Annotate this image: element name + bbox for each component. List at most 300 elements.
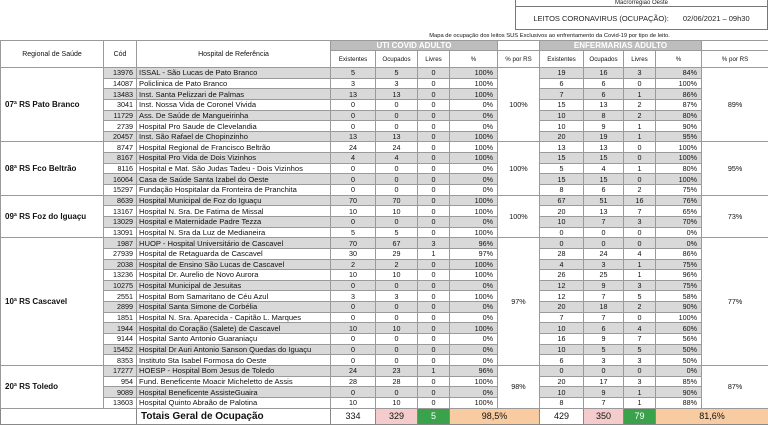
- uti-ocupados: 0: [376, 216, 418, 227]
- enf-pct: 87%: [656, 99, 702, 110]
- totals-enf-existentes: 429: [540, 408, 584, 424]
- uti-pct: 0%: [450, 174, 498, 185]
- uti-ocupados: 5: [376, 68, 418, 79]
- enf-existentes: 15: [540, 153, 584, 164]
- enf-ocupados: 15: [584, 153, 624, 164]
- enf-existentes: 20: [540, 131, 584, 142]
- enf-ocupados: 0: [584, 365, 624, 376]
- table-row: [1, 99, 768, 110]
- col-regional: Regional de Saúde: [1, 41, 104, 68]
- uti-ocupados: 3: [376, 78, 418, 89]
- table-row: [1, 89, 768, 100]
- uti-pct: 0%: [450, 344, 498, 355]
- enf-existentes: 20: [540, 302, 584, 313]
- cnes-code: 1851: [104, 312, 137, 323]
- cnes-code: 16064: [104, 174, 137, 185]
- enf-livres: 5: [624, 344, 656, 355]
- uti-livres: 0: [418, 270, 450, 281]
- uti-pct-rs: 100%: [498, 195, 540, 238]
- uti-pct: 0%: [450, 185, 498, 196]
- col-uti-ocupados: Ocupados: [376, 51, 418, 68]
- enf-pct: 100%: [656, 312, 702, 323]
- enf-existentes: 6: [540, 78, 584, 89]
- uti-ocupados: 0: [376, 355, 418, 366]
- table-row: [1, 238, 768, 249]
- table-row: [1, 174, 768, 185]
- enf-livres: 0: [624, 238, 656, 249]
- totals-enf-livres: 79: [624, 408, 656, 424]
- uti-pct: 0%: [450, 216, 498, 227]
- cnes-code: 13167: [104, 206, 137, 217]
- uti-livres: 0: [418, 334, 450, 345]
- table-row: [1, 376, 768, 387]
- enf-pct-rs: 95%: [702, 142, 768, 195]
- uti-pct: 100%: [450, 270, 498, 281]
- hospital-name: Hospital Dr Auri Antonio Sanson Quedas do Iguaçu: [137, 344, 331, 355]
- table-row: [1, 355, 768, 366]
- enf-ocupados: 25: [584, 270, 624, 281]
- uti-pct-rs: 100%: [498, 68, 540, 142]
- uti-ocupados: 10: [376, 323, 418, 334]
- uti-livres: 0: [418, 131, 450, 142]
- table-row: [1, 142, 768, 153]
- uti-pct: 100%: [450, 68, 498, 79]
- uti-livres: 0: [418, 291, 450, 302]
- uti-ocupados: 0: [376, 99, 418, 110]
- cnes-code: 27939: [104, 248, 137, 259]
- col-cod: Cód: [104, 41, 137, 68]
- hospital-name: Policlinica de Pato Branco: [137, 78, 331, 89]
- uti-livres: 0: [418, 216, 450, 227]
- uti-existentes: 24: [331, 365, 376, 376]
- enf-existentes: 10: [540, 110, 584, 121]
- enf-livres: 0: [624, 153, 656, 164]
- enf-livres: 1: [624, 397, 656, 408]
- uti-pct: 100%: [450, 259, 498, 270]
- enf-ocupados: 8: [584, 110, 624, 121]
- enf-livres: 1: [624, 89, 656, 100]
- enf-livres: 0: [624, 312, 656, 323]
- uti-livres: 0: [418, 163, 450, 174]
- enf-pct: 56%: [656, 334, 702, 345]
- enf-existentes: 6: [540, 355, 584, 366]
- table-row: [1, 227, 768, 238]
- enf-livres: 2: [624, 110, 656, 121]
- enf-livres: 2: [624, 185, 656, 196]
- cnes-code: 15297: [104, 185, 137, 196]
- uti-existentes: 0: [331, 355, 376, 366]
- hospital-name: Hospital Santa Simone de Corbélia: [137, 302, 331, 313]
- uti-ocupados: 13: [376, 131, 418, 142]
- enf-existentes: 8: [540, 185, 584, 196]
- enf-existentes: 12: [540, 291, 584, 302]
- uti-existentes: 2: [331, 259, 376, 270]
- enf-ocupados: 6: [584, 78, 624, 89]
- totals-uti-pct: 98,5%: [450, 408, 540, 424]
- enf-pct: 90%: [656, 121, 702, 132]
- uti-existentes: 10: [331, 270, 376, 281]
- hospital-name: HUOP - Hospital Universitário de Cascavel: [137, 238, 331, 249]
- enf-pct-rs: 89%: [702, 68, 768, 142]
- enf-pct: 100%: [656, 142, 702, 153]
- enf-existentes: 10: [540, 323, 584, 334]
- enf-existentes: 67: [540, 195, 584, 206]
- col-uti-pct-rs: % por RS: [498, 51, 540, 68]
- uti-ocupados: 0: [376, 280, 418, 291]
- uti-existentes: 4: [331, 153, 376, 164]
- enf-pct: 0%: [656, 227, 702, 238]
- totals-label: Totais Geral de Ocupação: [137, 408, 331, 424]
- region-name: 20ª RS Toledo: [1, 365, 104, 408]
- hospital-name: Hospital e Mat. São Judas Tadeu - Dois Vizinhos: [137, 163, 331, 174]
- report-date-time: 02/06/2021 – 09h30: [683, 14, 750, 23]
- enf-existentes: 8: [540, 397, 584, 408]
- enf-ocupados: 16: [584, 68, 624, 79]
- enf-pct: 70%: [656, 216, 702, 227]
- uti-existentes: 0: [331, 110, 376, 121]
- enf-existentes: 7: [540, 312, 584, 323]
- uti-existentes: 10: [331, 397, 376, 408]
- enf-livres: 2: [624, 302, 656, 313]
- uti-pct: 100%: [450, 131, 498, 142]
- uti-existentes: 30: [331, 248, 376, 259]
- cnes-code: 2899: [104, 302, 137, 313]
- uti-pct: 0%: [450, 355, 498, 366]
- enf-livres: 7: [624, 334, 656, 345]
- uti-livres: 0: [418, 323, 450, 334]
- enf-ocupados: 9: [584, 387, 624, 398]
- hospital-name: Hospital Santo Antonio Guaraniaçu: [137, 334, 331, 345]
- enf-livres: 3: [624, 68, 656, 79]
- leitos-header-box: [515, 6, 768, 30]
- uti-pct: 96%: [450, 238, 498, 249]
- enf-livres: 2: [624, 99, 656, 110]
- hospital-name: Hospital Pro Vida de Dois Vizinhos: [137, 153, 331, 164]
- enf-pct: 50%: [656, 344, 702, 355]
- enf-ocupados: 7: [584, 312, 624, 323]
- enf-livres: 5: [624, 291, 656, 302]
- uti-livres: 1: [418, 248, 450, 259]
- hospital-name: Hospital do Coração (Salete) de Cascavel: [137, 323, 331, 334]
- enf-pct: 80%: [656, 163, 702, 174]
- uti-livres: 0: [418, 259, 450, 270]
- enf-livres: 1: [624, 163, 656, 174]
- enf-existentes: 15: [540, 174, 584, 185]
- enf-livres: 0: [624, 174, 656, 185]
- uti-pct-rs: 98%: [498, 365, 540, 408]
- uti-existentes: 10: [331, 323, 376, 334]
- enf-existentes: 0: [540, 238, 584, 249]
- uti-ocupados: 70: [376, 195, 418, 206]
- enf-existentes: 28: [540, 248, 584, 259]
- uti-ocupados: 10: [376, 397, 418, 408]
- enf-ocupados: 18: [584, 302, 624, 313]
- uti-pct: 0%: [450, 121, 498, 132]
- enf-livres: 1: [624, 121, 656, 132]
- uti-existentes: 0: [331, 344, 376, 355]
- uti-ocupados: 0: [376, 163, 418, 174]
- uti-existentes: 28: [331, 376, 376, 387]
- hospital-name: Hospital Quinto Abraão de Palotina: [137, 397, 331, 408]
- enf-ocupados: 6: [584, 185, 624, 196]
- uti-ocupados: 0: [376, 334, 418, 345]
- table-row: [1, 163, 768, 174]
- hospital-name: Hospital Bom Samaritano de Céu Azul: [137, 291, 331, 302]
- uti-pct: 100%: [450, 397, 498, 408]
- cnes-code: 3041: [104, 99, 137, 110]
- uti-ocupados: 13: [376, 89, 418, 100]
- uti-existentes: 0: [331, 216, 376, 227]
- table-row: [1, 185, 768, 196]
- enf-pct: 100%: [656, 153, 702, 164]
- uti-ocupados: 67: [376, 238, 418, 249]
- hospital-name: Hospital N. Sra. Aparecida - Capitão L. Marques: [137, 312, 331, 323]
- uti-existentes: 0: [331, 302, 376, 313]
- enf-existentes: 16: [540, 334, 584, 345]
- enf-pct: 80%: [656, 110, 702, 121]
- cnes-code: 1987: [104, 238, 137, 249]
- uti-pct: 100%: [450, 323, 498, 334]
- col-uti-livres: Livres: [418, 51, 450, 68]
- uti-livres: 0: [418, 142, 450, 153]
- uti-livres: 0: [418, 110, 450, 121]
- table-row: [1, 153, 768, 164]
- uti-livres: 0: [418, 99, 450, 110]
- enf-ocupados: 3: [584, 355, 624, 366]
- enf-existentes: 4: [540, 259, 584, 270]
- enf-pct: 85%: [656, 376, 702, 387]
- region-name: 07ª RS Pato Branco: [1, 68, 104, 142]
- uti-livres: 1: [418, 365, 450, 376]
- enf-livres: 4: [624, 323, 656, 334]
- uti-pct: 100%: [450, 376, 498, 387]
- enf-ocupados: 9: [584, 121, 624, 132]
- cnes-code: 2038: [104, 259, 137, 270]
- enf-pct: 0%: [656, 238, 702, 249]
- enf-ocupados: 6: [584, 89, 624, 100]
- uti-ocupados: 0: [376, 302, 418, 313]
- hospital-name: ISSAL - São Lucas de Pato Branco: [137, 68, 331, 79]
- uti-ocupados: 0: [376, 110, 418, 121]
- col-hospital: Hospital de Referência: [137, 41, 331, 68]
- uti-existentes: 0: [331, 334, 376, 345]
- table-row: [1, 344, 768, 355]
- uti-existentes: 5: [331, 227, 376, 238]
- hospital-name: Hospital Municipal de Jesuitas: [137, 280, 331, 291]
- cnes-code: 2551: [104, 291, 137, 302]
- uti-pct: 100%: [450, 153, 498, 164]
- table-row: [1, 270, 768, 281]
- uti-livres: 0: [418, 174, 450, 185]
- table-row: [1, 68, 768, 79]
- enf-pct: 86%: [656, 248, 702, 259]
- col-uti-pct: %: [450, 51, 498, 68]
- cnes-code: 11729: [104, 110, 137, 121]
- hospital-name: Fund. Beneficente Moacir Micheletto de Assis: [137, 376, 331, 387]
- enf-ocupados: 9: [584, 280, 624, 291]
- cnes-code: 8747: [104, 142, 137, 153]
- enf-pct: 50%: [656, 355, 702, 366]
- hospital-name: Hospital e Maternidade Padre Tezza: [137, 216, 331, 227]
- col-enf-pct: %: [656, 51, 702, 68]
- table-row: [1, 365, 768, 376]
- uti-ocupados: 29: [376, 248, 418, 259]
- enf-ocupados: 0: [584, 227, 624, 238]
- hospital-name: Hospital Beneficente AssisteGuaira: [137, 387, 331, 398]
- uti-pct: 100%: [450, 206, 498, 217]
- totals-uti-existentes: 334: [331, 408, 376, 424]
- uti-livres: 0: [418, 387, 450, 398]
- table-row: [1, 280, 768, 291]
- map-title: Mapa de ocupação dos leitos SUS Exclusivos ao enfrentamento da Covid-19 por tipo de leito.: [331, 32, 768, 41]
- cnes-code: 13483: [104, 89, 137, 100]
- enf-livres: 16: [624, 195, 656, 206]
- enf-pct: 58%: [656, 291, 702, 302]
- uti-livres: 0: [418, 302, 450, 313]
- hospital-name: Casa de Saúde Santa Izabel do Oeste: [137, 174, 331, 185]
- uti-livres: 0: [418, 227, 450, 238]
- totals-spacer: [1, 408, 137, 424]
- table-row: [1, 259, 768, 270]
- cnes-code: 20457: [104, 131, 137, 142]
- enf-ocupados: 13: [584, 99, 624, 110]
- enf-existentes: 10: [540, 344, 584, 355]
- enf-existentes: 7: [540, 89, 584, 100]
- uti-pct: 100%: [450, 78, 498, 89]
- enf-pct: 84%: [656, 68, 702, 79]
- col-uti-existentes: Existentes: [331, 51, 376, 68]
- uti-livres: 0: [418, 195, 450, 206]
- enf-pct: 0%: [656, 365, 702, 376]
- cnes-code: 954: [104, 376, 137, 387]
- uti-livres: 0: [418, 312, 450, 323]
- table-row: [1, 195, 768, 206]
- enf-ocupados: 6: [584, 323, 624, 334]
- cnes-code: 1944: [104, 323, 137, 334]
- uti-existentes: 0: [331, 387, 376, 398]
- col-enf-pct-rs: % por RS: [702, 51, 768, 68]
- enf-existentes: 12: [540, 280, 584, 291]
- uti-ocupados: 3: [376, 291, 418, 302]
- uti-livres: 0: [418, 397, 450, 408]
- hospital-name: Hospital Regional de Francisco Beltrão: [137, 142, 331, 153]
- uti-existentes: 3: [331, 78, 376, 89]
- uti-existentes: 0: [331, 163, 376, 174]
- uti-group-header: UTI COVID ADULTO: [331, 41, 498, 51]
- enf-ocupados: 51: [584, 195, 624, 206]
- table-row: [1, 312, 768, 323]
- enf-existentes: 13: [540, 142, 584, 153]
- enf-ocupados: 7: [584, 397, 624, 408]
- enf-existentes: 15: [540, 99, 584, 110]
- cnes-code: 13976: [104, 68, 137, 79]
- enf-existentes: 20: [540, 376, 584, 387]
- uti-pct: 0%: [450, 312, 498, 323]
- cnes-code: 9144: [104, 334, 137, 345]
- uti-pct: 0%: [450, 163, 498, 174]
- table-row: [1, 110, 768, 121]
- uti-livres: 0: [418, 89, 450, 100]
- uti-pct: 100%: [450, 291, 498, 302]
- enf-livres: 0: [624, 78, 656, 89]
- uti-ocupados: 2: [376, 259, 418, 270]
- enf-ocupados: 9: [584, 334, 624, 345]
- enf-pct: 60%: [656, 323, 702, 334]
- enf-livres: 0: [624, 365, 656, 376]
- enf-ocupados: 0: [584, 238, 624, 249]
- uti-pct-rs: 100%: [498, 142, 540, 195]
- enf-ocupados: 4: [584, 163, 624, 174]
- uti-ocupados: 0: [376, 121, 418, 132]
- cnes-code: 8167: [104, 153, 137, 164]
- totals-row: [1, 408, 768, 424]
- enf-livres: 3: [624, 376, 656, 387]
- enf-ocupados: 7: [584, 291, 624, 302]
- uti-livres: 0: [418, 280, 450, 291]
- uti-ocupados: 0: [376, 185, 418, 196]
- table-row: [1, 121, 768, 132]
- enf-pct: 75%: [656, 280, 702, 291]
- enf-existentes: 10: [540, 216, 584, 227]
- enf-livres: 1: [624, 387, 656, 398]
- hospital-name: Hospital de Retaguarda de Cascavel: [137, 248, 331, 259]
- hospital-name: Fundação Hospitalar da Fronteira de Pranchita: [137, 185, 331, 196]
- col-enf-existentes: Existentes: [540, 51, 584, 68]
- uti-pct: 100%: [450, 142, 498, 153]
- cnes-code: 8353: [104, 355, 137, 366]
- uti-ocupados: 0: [376, 387, 418, 398]
- uti-ocupados: 10: [376, 270, 418, 281]
- uti-existentes: 24: [331, 142, 376, 153]
- hospital-name: Inst. Nossa Vida de Coronel Vivida: [137, 99, 331, 110]
- enf-livres: 1: [624, 259, 656, 270]
- cnes-code: 17277: [104, 365, 137, 376]
- enf-pct-rs: 73%: [702, 195, 768, 238]
- totals-uti-livres: 5: [418, 408, 450, 424]
- enf-pct: 86%: [656, 89, 702, 100]
- enf-ocupados: 24: [584, 248, 624, 259]
- enf-ocupados: 3: [584, 259, 624, 270]
- hospital-name: Hospital de Ensino São Lucas de Cascavel: [137, 259, 331, 270]
- enf-livres: 3: [624, 355, 656, 366]
- enf-pct: 95%: [656, 131, 702, 142]
- enf-pct: 100%: [656, 78, 702, 89]
- enf-ocupados: 7: [584, 216, 624, 227]
- cnes-code: 13236: [104, 270, 137, 281]
- region-name: 10ª RS Cascavel: [1, 238, 104, 366]
- col-enf-livres: Livres: [624, 51, 656, 68]
- uti-pct: 100%: [450, 195, 498, 206]
- enf-existentes: 19: [540, 68, 584, 79]
- uti-existentes: 0: [331, 280, 376, 291]
- uti-livres: 0: [418, 68, 450, 79]
- uti-pct: 97%: [450, 248, 498, 259]
- table-row: [1, 334, 768, 345]
- table-row: [1, 216, 768, 227]
- uti-ocupados: 0: [376, 174, 418, 185]
- cnes-code: 2739: [104, 121, 137, 132]
- totals-uti-ocupados: 329: [376, 408, 418, 424]
- enf-ocupados: 17: [584, 376, 624, 387]
- hospital-name: HOESP - Hospital Bom Jesus de Toledo: [137, 365, 331, 376]
- cnes-code: 8116: [104, 163, 137, 174]
- uti-livres: 0: [418, 78, 450, 89]
- uti-existentes: 0: [331, 99, 376, 110]
- enf-pct-rs: 77%: [702, 238, 768, 366]
- uti-existentes: 0: [331, 185, 376, 196]
- enf-group-header: ENFERMARIAS ADULTO: [540, 41, 702, 51]
- enf-pct: 90%: [656, 302, 702, 313]
